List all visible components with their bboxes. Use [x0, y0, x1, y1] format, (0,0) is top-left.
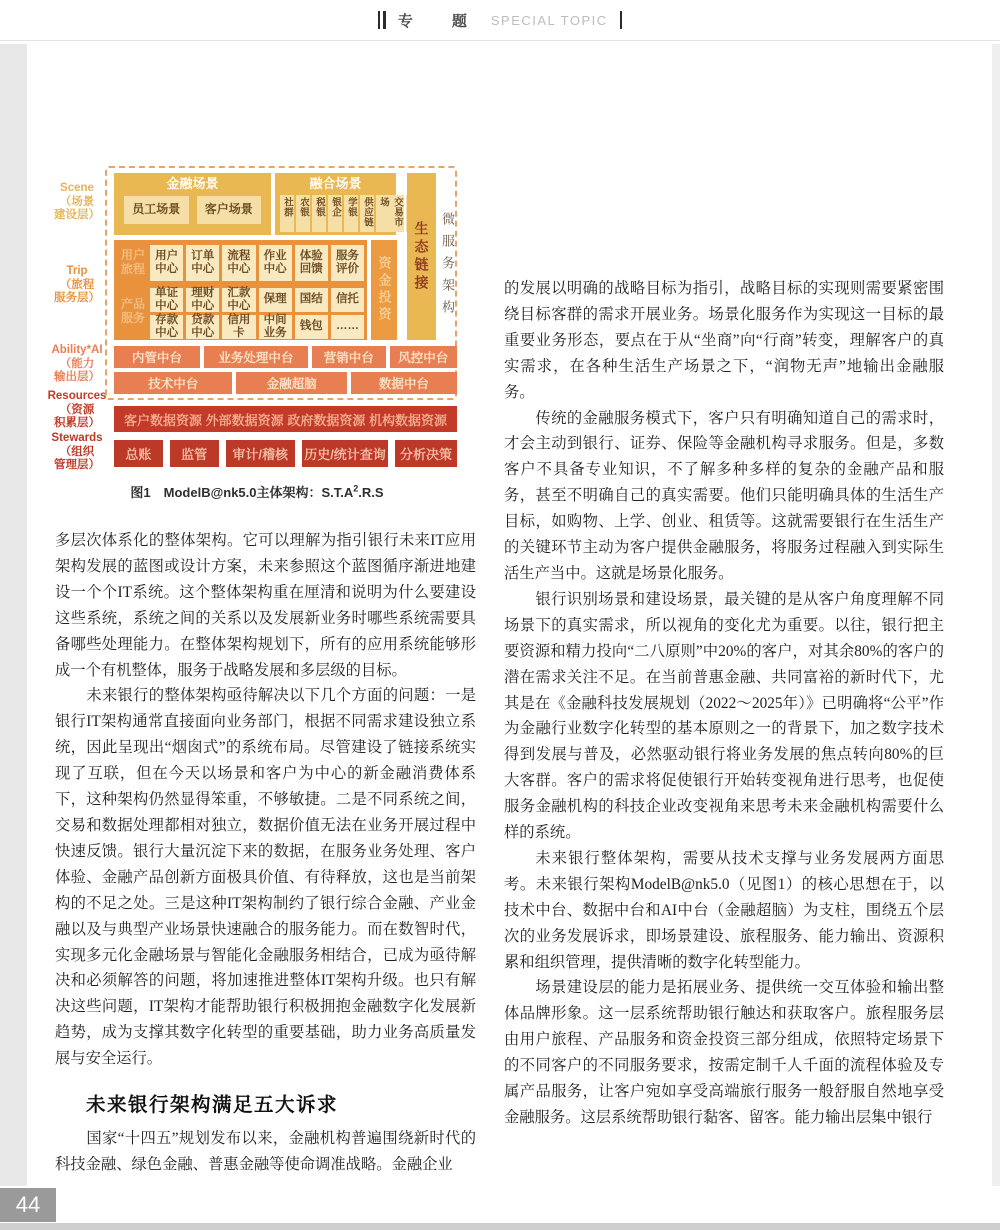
finance-scene-box [114, 173, 271, 235]
paragraph: 多层次体系化的整体架构。它可以理解为指引银行未来IT应用架构发展的蓝图或设计方案，未来参照这个蓝图循序渐进地建设一个个IT系统。这个整体架构重在厘清和说明为什么要建设这些系统，系统之间的关系以及发展新业务时哪些系统需要具备哪些处理能力。在整体架构规划下，所有的应用系统能够形成一个有机整体，服务于战略发展和多层级的目标。 [55, 532, 476, 679]
journey-item: 体验回馈 [295, 245, 328, 281]
right-text-column [504, 276, 944, 1131]
product-service-items [150, 285, 364, 339]
header-title-en: SPECIAL TOPIC [490, 12, 608, 28]
product-item: 中间业务 [259, 315, 292, 339]
journey-item: 服务评价 [331, 245, 364, 281]
ability-row-2 [114, 372, 457, 394]
resource-item: 客户数据资源 [124, 412, 203, 428]
ability-item: 风控中台 [390, 346, 457, 368]
page-bottom-edge [0, 1223, 1000, 1230]
fusion-item: 税银 [312, 195, 326, 232]
resources-layer-bar [114, 406, 457, 432]
product-item: 信用卡 [222, 315, 255, 339]
layer-label-ability: Ability*AI （能力 输出层） [51, 344, 103, 383]
ability-item: 金融超脑 [236, 372, 346, 394]
paragraph: 未来银行整体架构，需要从技术支撑与业务发展两方面思考。未来银行架构ModelB@nk5.0（见图1）的核心思想在于，以技术中台、数据中台和AI中台（金融超脑）为支柱，围绕五个层次的业务发展诉求，即场景建设、旅程服务、能力输出、资源积累和组织管理，提供清晰的数字化转型能力。 [504, 849, 944, 971]
fund-investment-bar: 资金投资 [371, 240, 397, 340]
scene-item: 客户场景 [197, 196, 262, 224]
figure1-caption: 图1 ModelB@nk5.0主体架构：$S.T.A^2.R.S$ [130, 483, 384, 500]
product-item: 理财中心 [186, 288, 219, 312]
steward-item: 历史/统计查询 [302, 440, 388, 467]
paragraph: 的发展以明确的战略目标为指引，战略目标的实现则需要紧密围绕目标客群的需求开展业务。场景化服务作为实现这一目标的最重要业务形态，要点在于从“坐商”向“行商”转变，理解客户的真实需求，在各种生活生产场景之下，“润物无声”地输出金融服务。 [504, 280, 944, 401]
user-journey-items [150, 245, 364, 281]
product-service-label: 产品服务 [120, 297, 145, 325]
finance-scene-title: 金融场景 [166, 176, 219, 191]
product-row [150, 315, 364, 339]
product-item: 贷款中心 [186, 315, 219, 339]
scene-item: 员工场景 [124, 196, 189, 224]
steward-item: 监管 [170, 440, 219, 467]
fusion-scene-items [275, 193, 403, 232]
ability-item: 营销中台 [312, 346, 386, 368]
paragraph: 国家“十四五”规划发布以来，金融机构普遍围绕新时代的科技金融、绿色金融、普惠金融等使命调准战略。金融企业 [55, 1130, 476, 1173]
resource-item: 政府数据资源 [287, 412, 366, 428]
figure1-architecture-diagram [47, 160, 465, 520]
journey-item: 订单中心 [186, 245, 219, 281]
ability-row-1 [114, 346, 457, 368]
header-single-bar [620, 11, 623, 29]
header-divider [0, 40, 1000, 41]
fusion-scene-title: 融合场景 [309, 176, 362, 191]
product-item: 保理 [259, 288, 292, 312]
finance-scene-items [114, 193, 271, 224]
paragraph: 银行识别场景和建设场景，最关键的是从客户角度理解不同场景下的真实需求，所以视角的变化尤为重要。以往，银行把主要资源和精力投向“二八原则”中20%的客户，对其余80%的客户的潜在需求关注不足。在当前普惠金融、共同富裕的新时代下，尤其是在《金融科技发展规划（2022～2025年）》已明确将“公平”作为金融行业数字化转型的基本原则之一的背景下，加之数字技术得到发展与普及，必然驱动银行将业务发展的焦点转向80%的巨大客群。客户的需求将促使银行开始转变视角进行思考，也促使服务金融机构的科技企业改变视角来思考未来金融机构需要什么样的系统。 [504, 590, 944, 842]
fusion-item: 农银 [296, 195, 310, 232]
micro-service-label: 微服务架构 [440, 212, 455, 322]
layer-label-trip: Trip （旅程 服务层） [54, 265, 100, 304]
ability-item: 业务处理中台 [204, 346, 308, 368]
product-item: 汇款中心 [222, 288, 255, 312]
fusion-item: 社群 [280, 195, 294, 232]
paragraph: 场景建设层的能力是拓展业务、提供统一交互体验和输出整体品牌形象。这一层系统帮助银行触达和获取客户。旅程服务层由用户旅程、产品服务和资金投资三部分组成，依照特定场景下的不同客户的不同服务要求，按需定制千人千面的流程体验及专属产品服务，让客户宛如享受高端旅行服务一般舒服自然地享受金融服务。这层系统帮助银行黏客、留客。能力输出层集中银行 [504, 979, 944, 1126]
product-item: 国结 [295, 288, 328, 312]
resource-item: 机构数据资源 [368, 412, 447, 428]
stewards-layer-row [114, 440, 457, 467]
header-title-cn: 专 题 [397, 12, 479, 30]
product-item: …… [331, 315, 364, 339]
fusion-item: 供应链 [360, 195, 374, 232]
paragraph: 传统的金融服务模式下，客户只有明确知道自己的需求时，才会主动到银行、证券、保险等金融机构寻求服务。但是，多数客户不具备专业知识，不了解多种多样的复杂的金融产品和服务，甚至不明确自己的真实需要。他们只能明确具体的生活生产目标，如购物、上学、创业、租赁等。这就需要银行在生活生产的关键环节主动为客户提供金融服务，将服务过程融入到实际生活生产当中。这就是场景化服务。 [504, 409, 944, 582]
user-journey-label: 用户旅程 [120, 248, 145, 276]
ability-item: 技术中台 [114, 372, 232, 394]
journey-item: 用户中心 [150, 245, 183, 281]
product-item: 钱包 [295, 315, 328, 339]
product-item: 单证中心 [150, 288, 183, 312]
fusion-item: 学银 [344, 195, 358, 232]
trip-layer-block [114, 240, 367, 340]
layer-label-resources: Resources （资源 积累层） [47, 390, 107, 429]
fusion-item: 银企 [328, 195, 342, 232]
ability-item: 内管中台 [114, 346, 200, 368]
page-left-margin [0, 44, 27, 1186]
journey-item: 流程中心 [222, 245, 255, 281]
product-row [150, 288, 364, 312]
header-double-bar [378, 11, 386, 29]
paragraph: 未来银行的整体架构亟待解决以下几个方面的问题：一是银行IT架构通常直接面向业务部门，根据不同需求建设独立系统，因此呈现出“烟囱式”的系统布局。尽管建设了链接系统实现了互联，但在今天以场景和客户为中心的新金融消费体系下，这种架构仍然显得笨重，不够敏捷。二是不同系统之间，交易和数据处理都相对独立，数据价值无法在业务开展过程中快速反馈。银行大量沉淀下来的数据，在服务业务处理、客户体验、金融产品创新方面极具价值、有待释放，这也是当前架构的不足之处。三是这种IT架构制约了银行综合金融、产业金融以及与典型产业场景快速融合的服务能力。而在数智时代，实现多元化金融场景与智能化金融服务相结合，已成为亟待解决和必须解答的问题，将加速推进整体IT架构升级。也只有解决这些问题，IT架构才能帮助银行积极拥抱金融数字化发展新趋势，成为支撑其数字化转型的重要基础，助力业务高质量发展与安全运行。 [55, 687, 476, 1068]
product-item: 存款中心 [150, 315, 183, 339]
layer-label-stewards: Stewards （组织 管理层） [51, 432, 103, 471]
eco-link-bar: 生态链接 [407, 173, 436, 340]
steward-item: 总账 [114, 440, 163, 467]
section-heading: 未来银行架构满足五大诉求 [86, 1094, 339, 1117]
steward-item: 审计/稽核 [226, 440, 295, 467]
page-number: 44 [0, 1188, 56, 1222]
journey-item: 作业中心 [259, 245, 292, 281]
resource-item: 外部数据资源 [205, 412, 284, 428]
left-text-column [55, 528, 476, 1178]
page-header [0, 6, 1000, 34]
ability-item: 数据中台 [351, 372, 457, 394]
page-right-margin [992, 44, 1000, 1186]
fusion-item: 交易市场 [376, 195, 404, 232]
steward-item: 分析决策 [395, 440, 457, 467]
layer-label-scene: Scene （场景 建设层） [54, 182, 100, 221]
fusion-scene-box [275, 173, 403, 235]
product-item: 信托 [331, 288, 364, 312]
